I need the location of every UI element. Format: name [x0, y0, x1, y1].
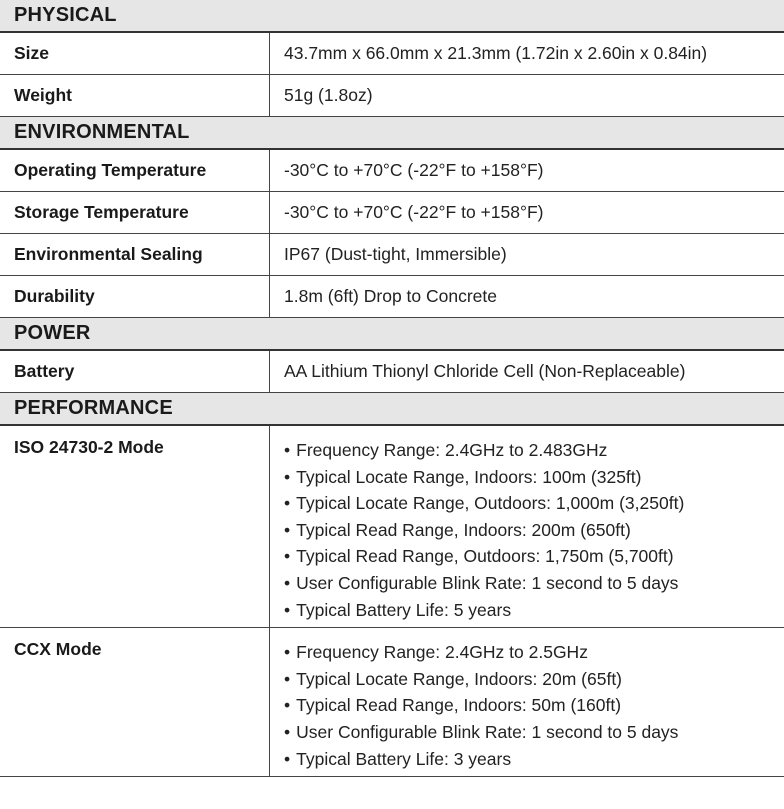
spec-label: Size — [0, 33, 270, 74]
section-header: POWER — [0, 318, 784, 351]
spec-value: IP67 (Dust-tight, Immersible) — [284, 244, 507, 264]
bullet-item: • User Configurable Blink Rate: 1 second to 5 days — [284, 570, 784, 597]
spec-row — [0, 33, 784, 75]
spec-label: Operating Temperature — [0, 150, 270, 191]
spec-label: Battery — [0, 351, 270, 392]
spec-label: Environmental Sealing — [0, 234, 270, 275]
spec-label: Storage Temperature — [0, 192, 270, 233]
spec-row — [0, 75, 784, 117]
bullet-item: • User Configurable Blink Rate: 1 second to 5 days — [284, 719, 784, 746]
spec-value: AA Lithium Thionyl Chloride Cell (Non-Replaceable) — [284, 361, 686, 381]
spec-value: 1.8m (6ft) Drop to Concrete — [284, 286, 497, 306]
bullet-item: • Typical Locate Range, Indoors: 20m (65ft) — [284, 666, 784, 693]
spec-value: 43.7mm x 66.0mm x 21.3mm (1.72in x 2.60in x 0.84in) — [284, 43, 708, 63]
spec-value: -30°C to +70°C (-22°F to +158°F) — [284, 160, 544, 180]
spec-row — [0, 276, 784, 318]
spec-label: Weight — [0, 75, 270, 116]
bullet-item: • Typical Read Range, Outdoors: 1,750m (5,700ft) — [284, 543, 784, 570]
spec-row — [0, 351, 784, 393]
spec-value-list — [270, 628, 784, 776]
bullet-item: • Typical Read Range, Indoors: 200m (650ft) — [284, 517, 784, 544]
section-header: PHYSICAL — [0, 0, 784, 33]
spec-row — [0, 628, 784, 777]
bullet-item: • Typical Locate Range, Indoors: 100m (325ft) — [284, 464, 784, 491]
spec-row — [0, 234, 784, 276]
spec-row — [0, 150, 784, 192]
spec-row — [0, 426, 784, 628]
bullet-item: • Typical Locate Range, Outdoors: 1,000m (3,250ft) — [284, 490, 784, 517]
spec-label: ISO 24730-2 Mode — [0, 426, 270, 627]
spec-label: CCX Mode — [0, 628, 270, 776]
spec-value: 51g (1.8oz) — [284, 85, 373, 105]
spec-row — [0, 192, 784, 234]
spec-value-list — [270, 426, 784, 627]
bullet-item: • Typical Battery Life: 3 years — [284, 746, 784, 773]
section-header: ENVIRONMENTAL — [0, 117, 784, 150]
bullet-item: • Typical Battery Life: 5 years — [284, 597, 784, 624]
bullet-item: • Typical Read Range, Indoors: 50m (160ft) — [284, 692, 784, 719]
section-header: PERFORMANCE — [0, 393, 784, 426]
spec-value: -30°C to +70°C (-22°F to +158°F) — [284, 202, 544, 222]
bullet-item: • Frequency Range: 2.4GHz to 2.5GHz — [284, 639, 784, 666]
bullet-item: • Frequency Range: 2.4GHz to 2.483GHz — [284, 437, 784, 464]
spec-label: Durability — [0, 276, 270, 317]
